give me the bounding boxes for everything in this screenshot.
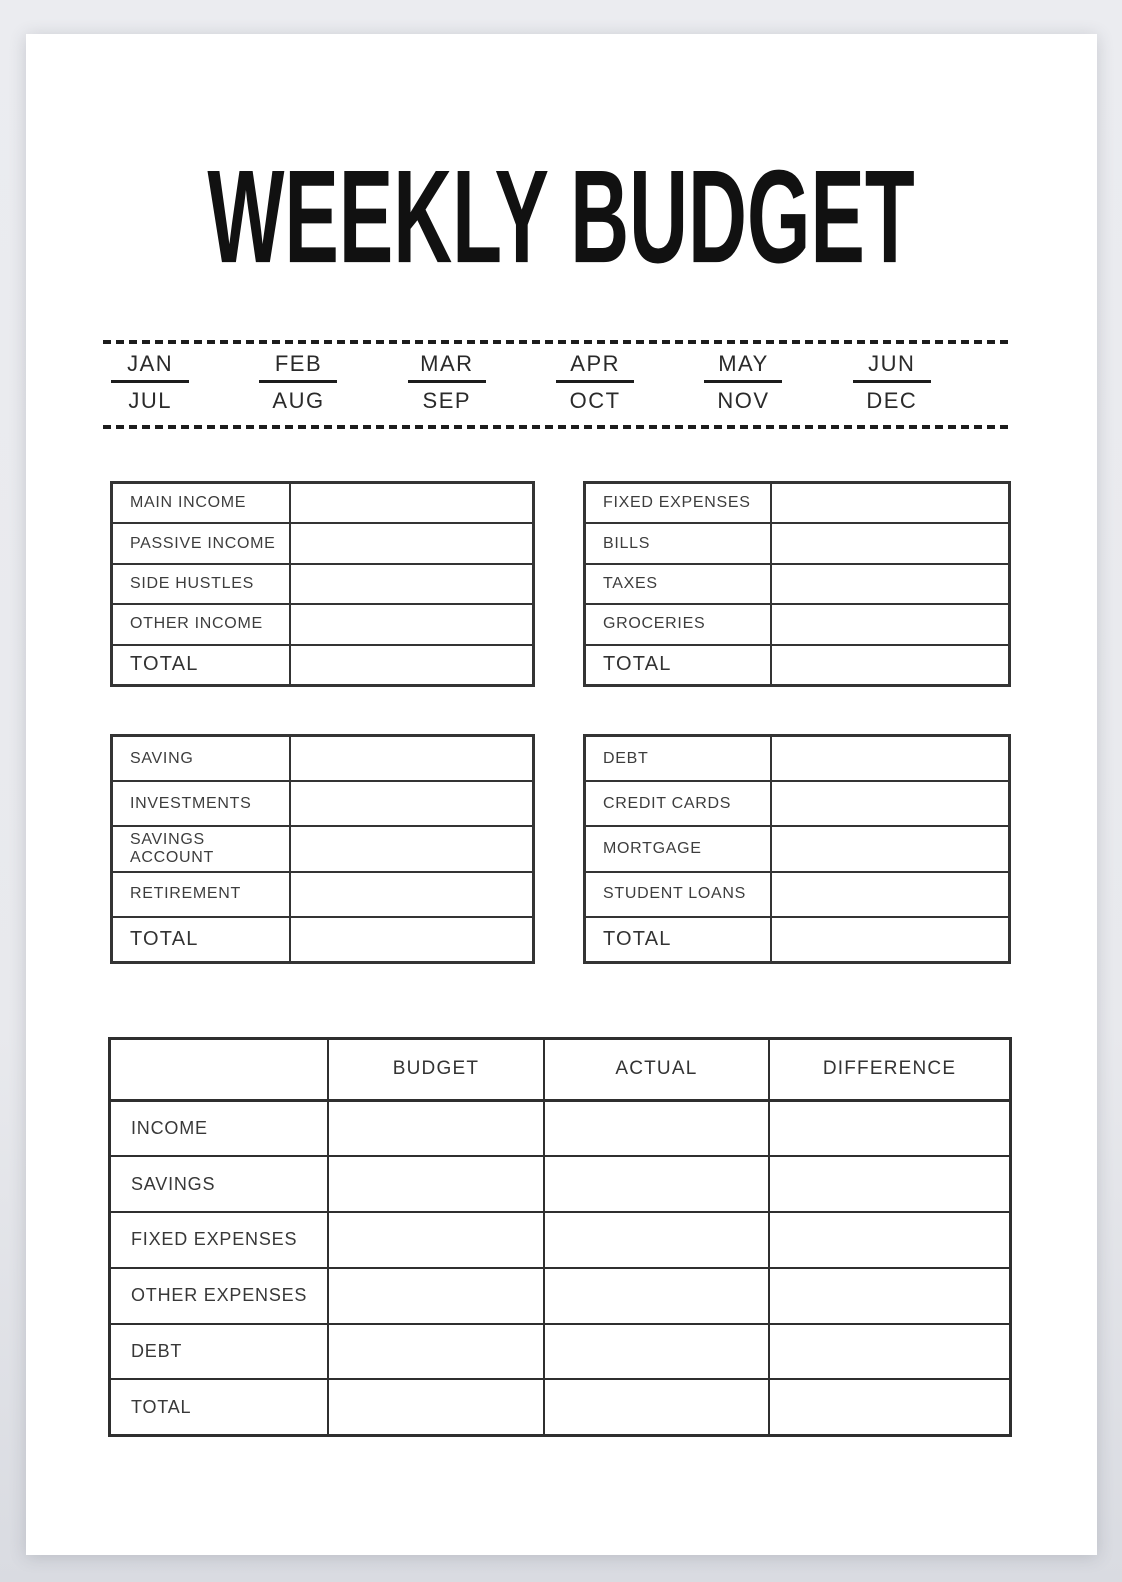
value-cell[interactable] (329, 1157, 545, 1211)
value-cell[interactable] (329, 1380, 545, 1434)
value-cell[interactable] (772, 918, 1008, 961)
row-label-total: TOTAL (111, 1380, 329, 1434)
table-row (586, 605, 1008, 645)
month-jan: JAN (127, 351, 174, 376)
row-label-mortgage: MORTGAGE (586, 827, 772, 870)
value-cell[interactable] (329, 1325, 545, 1379)
table-row-total (586, 918, 1008, 961)
summary-row-income (111, 1102, 1009, 1158)
corner-cell (111, 1040, 329, 1099)
month-pair-may-nov (669, 350, 817, 415)
saving-table (110, 734, 535, 964)
column-header-difference: DIFFERENCE (822, 1058, 957, 1080)
value-cell[interactable] (772, 782, 1008, 825)
month-nov: NOV (717, 388, 770, 413)
budget-page (26, 34, 1097, 1555)
income-table (110, 481, 535, 687)
debt-table (583, 734, 1011, 964)
value-cell[interactable] (545, 1269, 770, 1323)
value-cell[interactable] (772, 565, 1008, 603)
value-cell[interactable] (545, 1380, 770, 1434)
value-cell[interactable] (772, 484, 1008, 522)
row-label-income: INCOME (111, 1102, 329, 1156)
value-cell[interactable] (770, 1213, 1009, 1267)
summary-row-savings (111, 1157, 1009, 1213)
row-label-credit-cards: CREDIT CARDS (586, 782, 772, 825)
month-underline (556, 380, 634, 383)
month-dec: DEC (866, 388, 918, 413)
value-cell[interactable] (770, 1325, 1009, 1379)
table-row (586, 782, 1008, 827)
summary-table (108, 1037, 1012, 1437)
month-feb: FEB (274, 351, 323, 376)
value-cell[interactable] (291, 782, 532, 825)
value-cell[interactable] (770, 1269, 1009, 1323)
value-cell[interactable] (291, 873, 532, 916)
table-row (586, 565, 1008, 605)
table-row (113, 605, 532, 645)
summary-row-total (111, 1380, 1009, 1434)
value-cell[interactable] (545, 1157, 770, 1211)
value-cell[interactable] (770, 1157, 1009, 1211)
value-cell[interactable] (291, 646, 532, 684)
table-row (113, 827, 532, 872)
value-cell[interactable] (329, 1102, 545, 1156)
value-cell[interactable] (772, 646, 1008, 684)
summary-row-debt (111, 1325, 1009, 1381)
month-apr: APR (570, 351, 621, 376)
value-cell[interactable] (545, 1102, 770, 1156)
row-label-other-income: OTHER INCOME (113, 605, 291, 643)
month-pair-feb-aug (224, 350, 372, 415)
table-row-total (113, 918, 532, 961)
value-cell[interactable] (291, 484, 532, 522)
month-underline (111, 380, 189, 383)
table-row (113, 782, 532, 827)
table-row (586, 827, 1008, 872)
table-row (586, 484, 1008, 524)
dashed-divider-top (103, 340, 1009, 344)
month-sep: SEP (422, 388, 472, 413)
value-cell[interactable] (291, 524, 532, 562)
value-cell[interactable] (291, 827, 532, 870)
month-jun: JUN (868, 351, 916, 376)
fixed-expenses-table (583, 481, 1011, 687)
row-label-fixed-expenses: FIXED EXPENSES (586, 484, 772, 522)
value-cell[interactable] (291, 737, 532, 780)
month-underline (704, 380, 782, 383)
month-oct: OCT (569, 388, 621, 413)
column-header-actual: ACTUAL (545, 1040, 770, 1099)
row-label-debt: DEBT (586, 737, 772, 780)
row-label-saving: SAVING (113, 737, 291, 780)
row-label-savings: SAVINGS (111, 1157, 329, 1211)
value-cell[interactable] (772, 524, 1008, 562)
dashed-divider-bottom (103, 425, 1009, 429)
row-label-fixed-expenses: FIXED EXPENSES (111, 1213, 329, 1267)
table-row (586, 873, 1008, 918)
row-label-total: TOTAL (113, 918, 291, 961)
month-jul: JUL (128, 388, 172, 413)
summary-header-row (111, 1040, 1009, 1102)
table-row (586, 524, 1008, 564)
summary-row-other-expenses (111, 1269, 1009, 1325)
value-cell[interactable] (545, 1213, 770, 1267)
row-label-main-income: MAIN INCOME (113, 484, 291, 522)
row-label-bills: BILLS (586, 524, 772, 562)
row-label-passive-income: PASSIVE INCOME (113, 524, 291, 562)
row-label-debt: DEBT (111, 1325, 329, 1379)
value-cell[interactable] (772, 605, 1008, 643)
month-underline (408, 380, 486, 383)
month-selector (76, 350, 966, 415)
month-mar: MAR (420, 351, 474, 376)
row-label-student-loans: STUDENT LOANS (586, 873, 772, 916)
table-row (113, 565, 532, 605)
row-label-taxes: TAXES (586, 565, 772, 603)
month-underline (853, 380, 931, 383)
value-cell[interactable] (772, 737, 1008, 780)
table-row (113, 737, 532, 782)
page-title: WEEKLY BUDGET (207, 143, 916, 292)
table-row-total (113, 646, 532, 684)
value-cell[interactable] (291, 918, 532, 961)
month-pair-apr-oct (521, 350, 669, 415)
page-title-wrap (26, 143, 1097, 292)
row-label-groceries: GROCERIES (586, 605, 772, 643)
value-cell[interactable] (329, 1213, 545, 1267)
row-label-savings-account: SAVINGS ACCOUNT (113, 827, 291, 870)
value-cell[interactable] (545, 1325, 770, 1379)
value-cell[interactable] (772, 827, 1008, 870)
row-label-total: TOTAL (586, 918, 772, 961)
value-cell[interactable] (291, 605, 532, 643)
row-label-retirement: RETIREMENT (113, 873, 291, 916)
table-row (586, 737, 1008, 782)
table-row (113, 873, 532, 918)
table-row (113, 484, 532, 524)
month-aug: AUG (272, 388, 325, 413)
month-pair-jun-dec (818, 350, 966, 415)
row-label-side-hustles: SIDE HUSTLES (113, 565, 291, 603)
month-pair-jan-jul (76, 350, 224, 415)
value-cell[interactable] (770, 1380, 1009, 1434)
row-label-investments: INVESTMENTS (113, 782, 291, 825)
month-may: MAY (718, 351, 769, 376)
value-cell[interactable] (770, 1102, 1009, 1156)
month-pair-mar-sep (373, 350, 521, 415)
row-label-total: TOTAL (586, 646, 772, 684)
value-cell[interactable] (772, 873, 1008, 916)
row-label-other-expenses: OTHER EXPENSES (111, 1269, 329, 1323)
value-cell[interactable] (329, 1269, 545, 1323)
table-row (113, 524, 532, 564)
value-cell[interactable] (291, 565, 532, 603)
column-header-budget: BUDGET (329, 1040, 545, 1099)
month-underline (259, 380, 337, 383)
table-row-total (586, 646, 1008, 684)
row-label-total: TOTAL (113, 646, 291, 684)
summary-row-fixed-expenses (111, 1213, 1009, 1269)
